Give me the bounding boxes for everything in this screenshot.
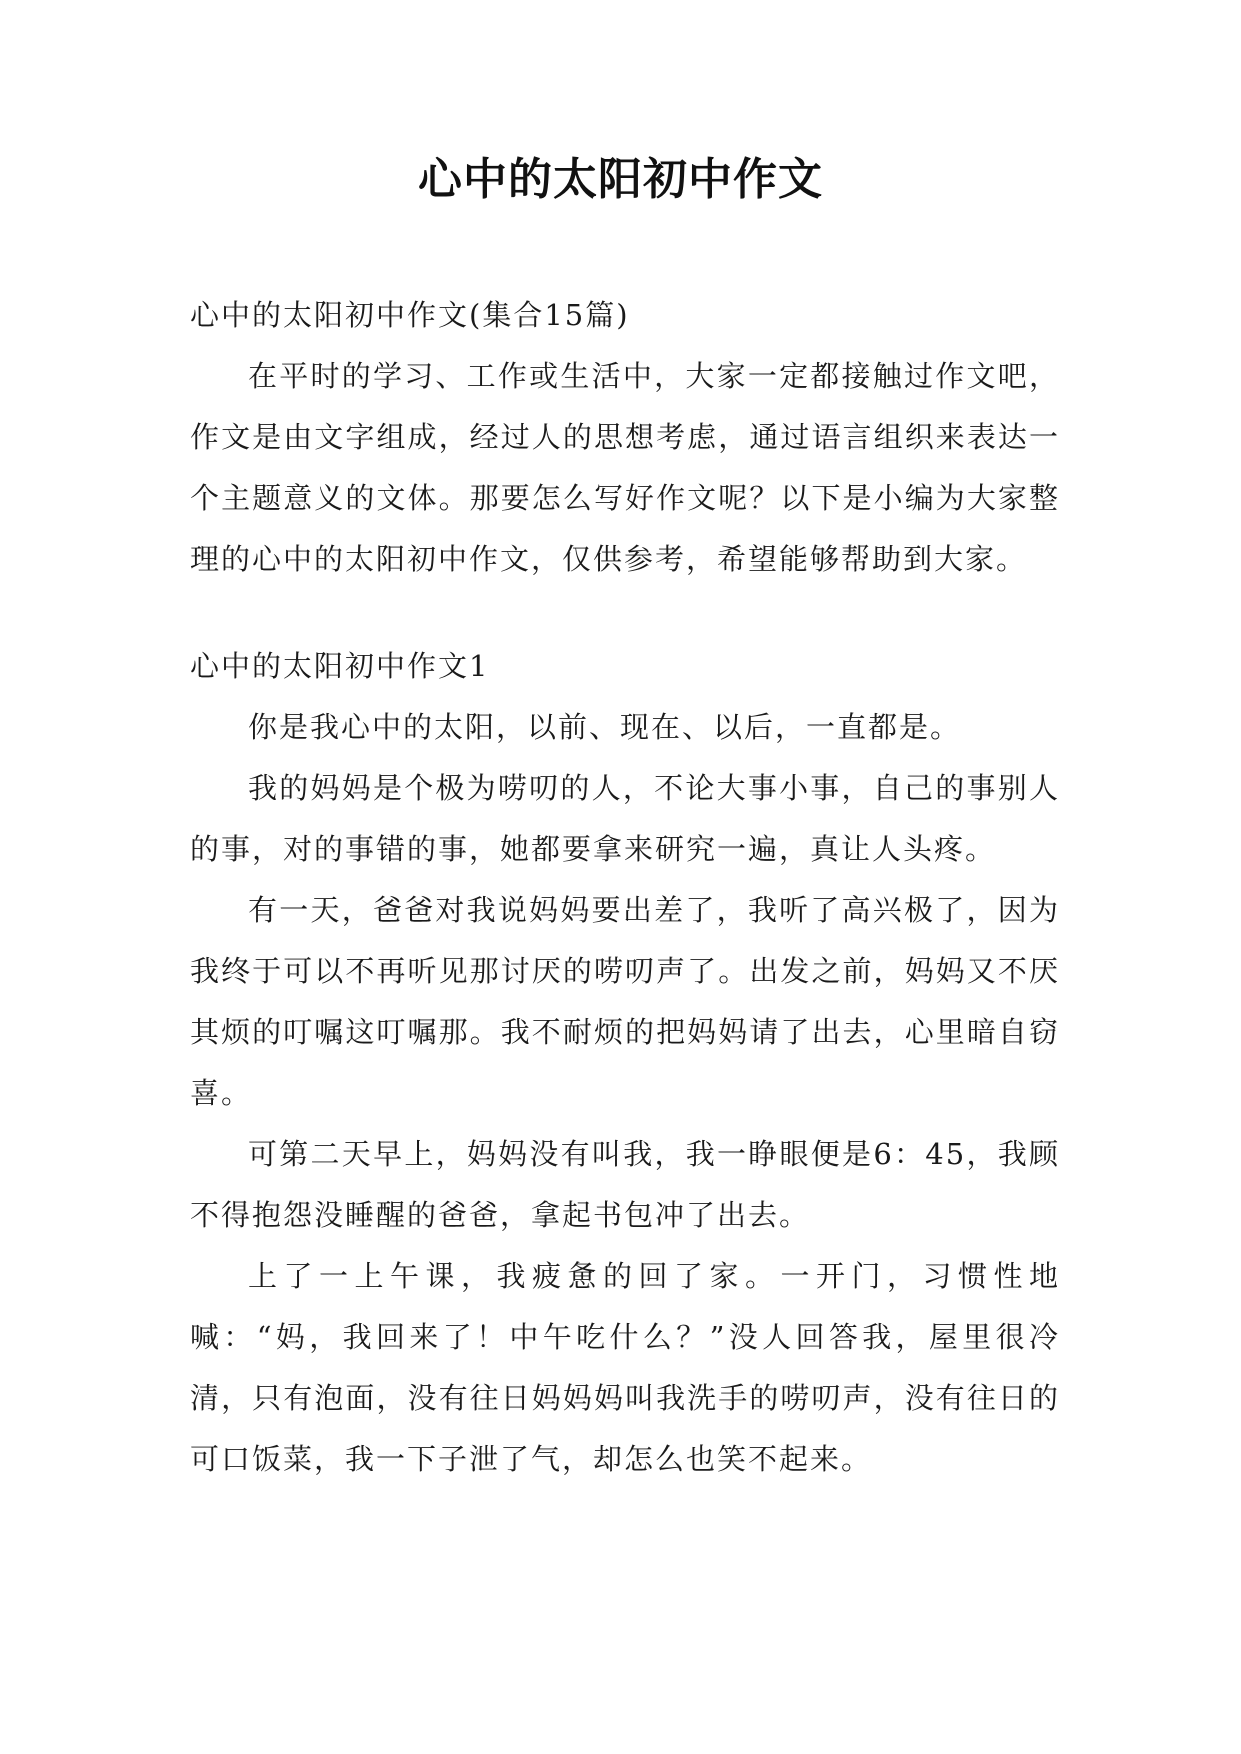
essay-paragraph: 有一天，爸爸对我说妈妈要出差了，我听了高兴极了，因为我终于可以不再听见那讨厌的唠叨声了。出发之前，妈妈又不厌其烦的叮嘱这叮嘱那。我不耐烦的把妈妈请了出去，心里暗自窃喜。 <box>190 893 1060 1110</box>
section-spacer <box>190 590 1060 636</box>
essay-paragraph: 我的妈妈是个极为唠叨的人，不论大事小事，自己的事别人的事，对的事错的事，她都要拿来研究一遍，真让人头疼。 <box>190 771 1060 866</box>
intro-paragraph: 在平时的学习、工作或生活中，大家一定都接触过作文吧，作文是由文字组成，经过人的思想考虑，通过语言组织来表达一个主题意义的文体。那要怎么写好作文呢？以下是小编为大家整理的心中的太阳初中作文，仅供参考，希望能够帮助到大家。 <box>190 359 1060 576</box>
essay-paragraph: 上了一上午课，我疲惫的回了家。一开门，习惯性地喊：“妈，我回来了！中午吃什么？”没人回答我，屋里很冷清，只有泡面，没有往日妈妈妈叫我洗手的唠叨声，没有往日的可口饭菜，我一下子泄了气，却怎么也笑不起来。 <box>190 1259 1060 1476</box>
intro-heading: 心中的太阳初中作文(集合15篇) <box>190 298 630 332</box>
essay-paragraph: 你是我心中的太阳，以前、现在、以后，一直都是。 <box>248 710 962 744</box>
essay-paragraph: 可第二天早上，妈妈没有叫我，我一睁眼便是6：45，我顾不得抱怨没睡醒的爸爸，拿起书包冲了出去。 <box>190 1137 1060 1232</box>
document-body <box>190 285 1060 1490</box>
document-title: 心中的太阳初中作文 <box>418 154 823 205</box>
essay-heading: 心中的太阳初中作文1 <box>190 649 490 683</box>
